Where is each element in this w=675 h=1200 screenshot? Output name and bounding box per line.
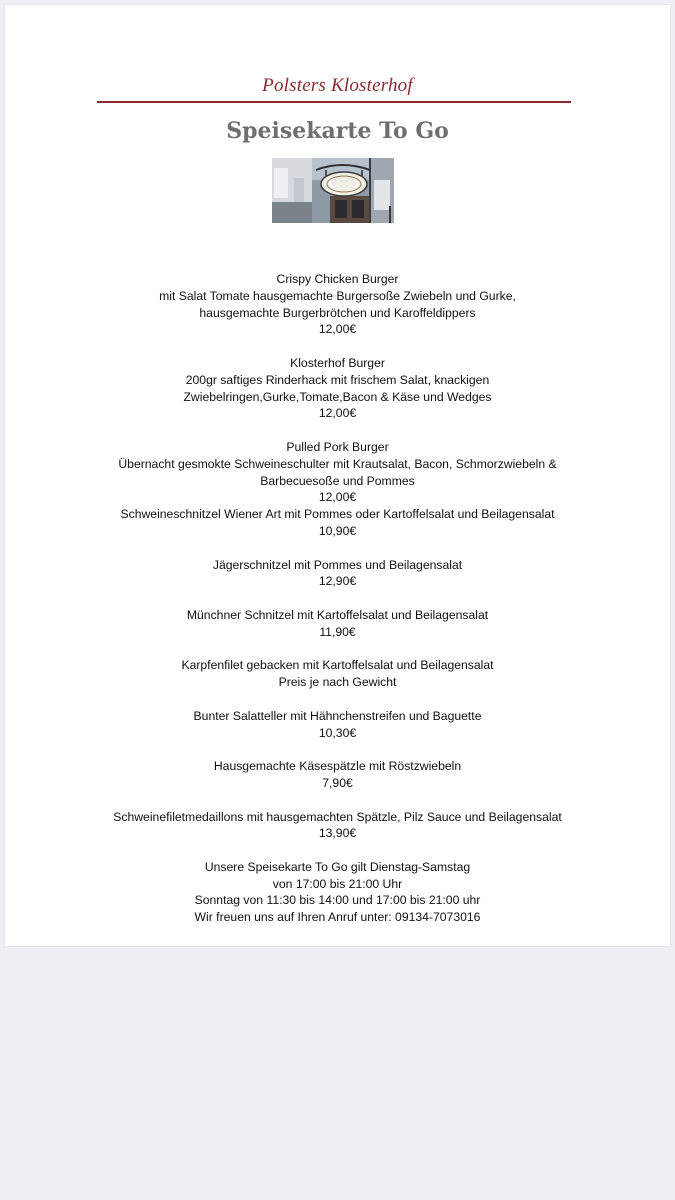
menu-item bbox=[5, 607, 670, 641]
menu-line: 12,00€ bbox=[318, 406, 357, 421]
menu-line: Schweinefiletmedaillons mit hausgemachten Spätzle, Pilz Sauce und Beilagensalat bbox=[113, 809, 562, 824]
menu-line: Pulled Pork Burger bbox=[286, 439, 389, 454]
menu-line: Übernacht gesmokte Schweineschulter mit Krautsalat, Bacon, Schmorzwiebeln & bbox=[118, 456, 557, 471]
menu-spacer bbox=[5, 691, 670, 708]
menu-line: Karpfenfilet gebacken mit Kartoffelsalat und Beilagensalat bbox=[181, 658, 494, 673]
menu-line: 10,30€ bbox=[318, 725, 357, 740]
menu-spacer bbox=[5, 842, 670, 859]
header-divider bbox=[97, 101, 571, 103]
menu-line: 12,00€ bbox=[318, 490, 357, 505]
menu-item bbox=[5, 859, 670, 926]
menu-line: Münchner Schnitzel mit Kartoffelsalat und Beilagensalat bbox=[186, 607, 489, 622]
restaurant-logo: Polsters Klosterhof bbox=[262, 75, 413, 96]
menu-item bbox=[5, 557, 670, 591]
menu-line: 11,90€ bbox=[319, 624, 356, 639]
menu-page bbox=[5, 5, 670, 946]
menu-line: Unsere Speisekarte To Go gilt Dienstag-Samstag bbox=[204, 859, 471, 874]
menu-spacer bbox=[5, 590, 670, 607]
menu-spacer bbox=[5, 338, 670, 355]
menu-line: Wir freuen uns auf Ihren Anruf unter: 09134-7073016 bbox=[194, 910, 481, 925]
menu-item bbox=[5, 271, 670, 338]
menu-line: Schweineschnitzel Wiener Art mit Pommes oder Kartoffelsalat und Beilagensalat bbox=[120, 507, 555, 522]
menu-list bbox=[5, 271, 670, 926]
menu-item bbox=[5, 809, 670, 843]
restaurant-sign-image bbox=[272, 158, 394, 223]
menu-line: 7,90€ bbox=[322, 775, 353, 790]
menu-spacer bbox=[5, 422, 670, 439]
menu-line: Hausgemachte Käsespätzle mit Röstzwiebeln bbox=[213, 759, 462, 774]
menu-line: 12,90€ bbox=[318, 574, 357, 589]
menu-line: von 17:00 bis 21:00 Uhr bbox=[272, 876, 403, 891]
menu-line: Zwiebelringen,Gurke,Tomate,Bacon & Käse und Wedges bbox=[183, 389, 492, 404]
menu-line: Jägerschnitzel mit Pommes und Beilagensalat bbox=[212, 557, 463, 572]
menu-line: hausgemachte Burgerbrötchen und Karoffeldippers bbox=[199, 305, 476, 320]
menu-line: Klosterhof Burger bbox=[290, 355, 385, 370]
menu-line: Preis je nach Gewicht bbox=[278, 675, 397, 690]
menu-spacer bbox=[5, 741, 670, 758]
menu-spacer bbox=[5, 641, 670, 658]
menu-line: 200gr saftiges Rinderhack mit frischem Salat, knackigen bbox=[185, 372, 490, 387]
menu-spacer bbox=[5, 540, 670, 557]
menu-item bbox=[5, 708, 670, 742]
menu-line: Crispy Chicken Burger bbox=[276, 272, 399, 286]
menu-line: Bunter Salatteller mit Hähnchenstreifen und Baguette bbox=[193, 708, 482, 723]
menu-item bbox=[5, 439, 670, 540]
menu-item bbox=[5, 657, 670, 691]
menu-line: Barbecuesoße und Pommes bbox=[260, 473, 415, 488]
menu-line: mit Salat Tomate hausgemachte Burgersoße Zwiebeln und Gurke, bbox=[159, 288, 516, 303]
menu-line: 13,90€ bbox=[318, 826, 357, 841]
page-title: Speisekarte To Go bbox=[226, 118, 449, 144]
menu-line: 10,90€ bbox=[318, 523, 357, 538]
menu-item bbox=[5, 355, 670, 422]
menu-line: Sonntag von 11:30 bis 14:00 und 17:00 bis 21:00 uhr bbox=[194, 893, 481, 908]
restaurant-sign-photo bbox=[272, 158, 394, 223]
menu-line: 12,00€ bbox=[318, 322, 357, 337]
menu-item bbox=[5, 758, 670, 792]
menu-spacer bbox=[5, 792, 670, 809]
